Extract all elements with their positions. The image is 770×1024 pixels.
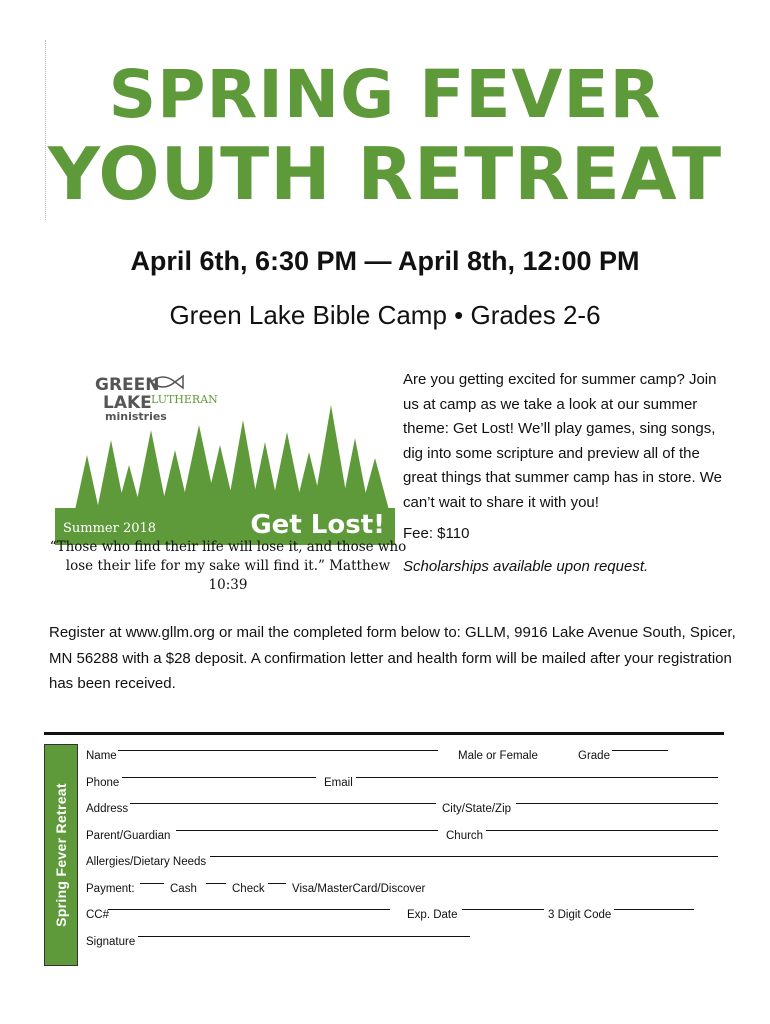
city-label: City/State/Zip [442, 803, 512, 815]
name-field[interactable] [118, 750, 438, 751]
payment-label: Payment: [86, 883, 135, 895]
signature-label: Signature [86, 936, 136, 948]
logo-org-green: GREEN [95, 375, 160, 395]
address-field[interactable] [130, 803, 436, 804]
form-row-allergies [86, 856, 720, 874]
event-venue: Green Lake Bible Camp • Grades 2-6 [169, 300, 601, 330]
form-row-signature [86, 936, 720, 954]
form-top-rule [44, 732, 724, 735]
logo-theme: Get Lost! [250, 510, 385, 540]
cash-label: Cash [170, 883, 197, 895]
code-field[interactable] [614, 909, 694, 910]
allergies-field[interactable] [210, 856, 718, 857]
cc-field[interactable] [108, 909, 390, 910]
email-field[interactable] [356, 777, 718, 778]
card-checkbox[interactable] [268, 883, 286, 884]
church-label: Church [446, 830, 484, 842]
scholarship-note: Scholarships available upon request. [403, 558, 649, 575]
grade-label: Grade [578, 750, 610, 762]
form-row-phone [86, 777, 720, 795]
form-row-guardian [86, 830, 720, 848]
check-checkbox[interactable] [206, 883, 226, 884]
code-label: 3 Digit Code [548, 909, 612, 921]
cc-label: CC# [86, 909, 110, 921]
check-label: Check [232, 883, 265, 895]
form-row-name [86, 750, 720, 768]
signature-field[interactable] [138, 936, 470, 937]
card-label: Visa/MasterCard/Discover [292, 883, 426, 895]
form-row-card [86, 909, 720, 927]
guardian-label: Parent/Guardian [86, 830, 171, 842]
phone-field[interactable] [122, 777, 316, 778]
email-label: Email [324, 777, 353, 789]
exp-field[interactable] [462, 909, 544, 910]
logo-org-lutheran: LUTHERAN [151, 393, 218, 406]
camp-logo [55, 370, 395, 545]
event-fee: Fee: $110 [403, 525, 470, 542]
event-dates: April 6th, 6:30 PM — April 8th, 12:00 PM [130, 246, 640, 276]
church-field[interactable] [486, 830, 718, 831]
sidebar-label: Spring Fever Retreat [53, 783, 69, 927]
address-label: Address [86, 803, 129, 815]
form-row-payment [86, 883, 720, 901]
exp-label: Exp. Date [407, 909, 458, 921]
grade-field[interactable] [612, 750, 668, 751]
gender-label: Male or Female [458, 750, 538, 762]
title-line-1: SPRING FEVER [108, 56, 662, 133]
event-description: Are you getting excited for summer camp? Join us at camp as we take a look at our summer theme: Get Lost! We’ll play games, sing songs, dig into some scripture and preview all of the great things that summer camp has in store. We can’t wait to share it with you! [403, 371, 723, 511]
phone-label: Phone [86, 777, 120, 789]
name-label: Name [86, 750, 117, 762]
scripture-quote: “Those who find their life will lose it, and those who lose their life for my sake will find it.” Matthew 10:39 [49, 539, 407, 593]
logo-org-lake: LAKE [103, 393, 152, 413]
allergies-label: Allergies/Dietary Needs [86, 856, 207, 868]
guardian-field[interactable] [176, 830, 438, 831]
form-sidebar [44, 744, 78, 966]
title-line-2: YOUTH RETREAT [47, 132, 723, 216]
cash-checkbox[interactable] [140, 883, 164, 884]
city-field[interactable] [516, 803, 718, 804]
form-row-address [86, 803, 720, 821]
logo-season: Summer 2018 [63, 521, 157, 536]
registration-instructions: Register at www.gllm.org or mail the completed form below to: GLLM, 9916 Lake Avenue South, Spicer, MN 56288 with a $28 deposit. A confirmation letter and health form will be mailed after your registration has been received. [49, 624, 736, 692]
logo-org-ministries: ministries [105, 410, 167, 423]
